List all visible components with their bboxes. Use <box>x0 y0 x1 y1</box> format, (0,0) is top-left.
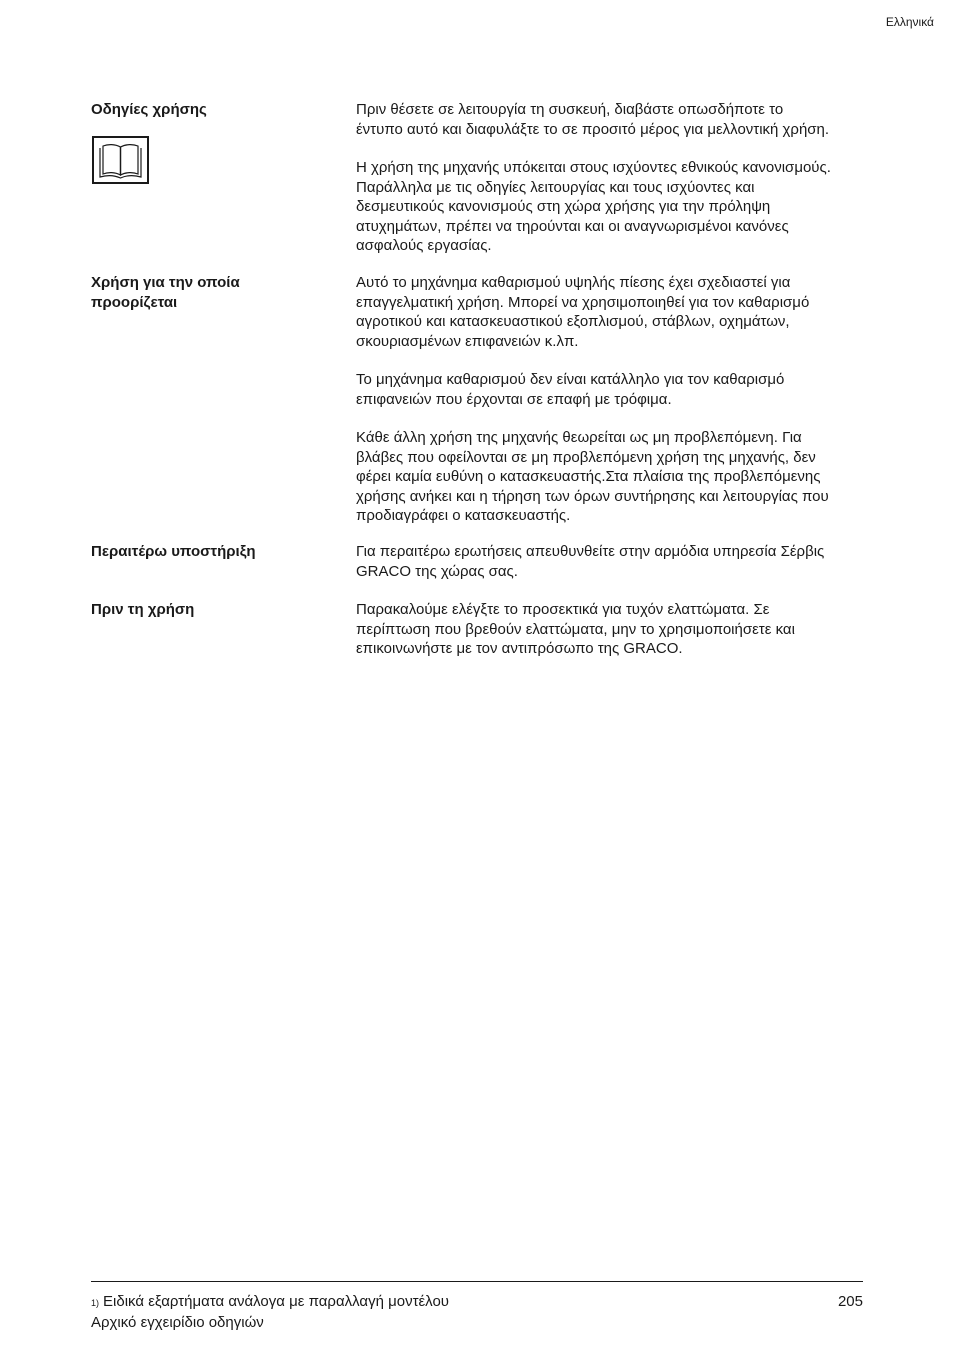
language-label: Ελληνικά <box>885 15 934 29</box>
heading-line: Χρήση για την οποία <box>91 274 240 291</box>
paragraph <box>356 370 876 409</box>
text-line: χρήσης ανήκει και η τήρηση των όρων συντήρησης και λειτουργίας που <box>356 487 829 505</box>
book-icon <box>92 136 149 184</box>
text-line: σκουριασμένων επιφανειών κ.λπ. <box>356 332 579 350</box>
text-line: αγροτικού και κατασκευαστικού εξοπλισμού, στάβλων, οχημάτων, <box>356 313 790 330</box>
section-heading-before-use: Πριν τη χρήση <box>91 601 195 618</box>
text-line: Για περαιτέρω ερωτήσεις απευθυνθείτε στην αρμόδια υπηρεσία Σέρβις <box>356 543 825 560</box>
text-line: ασφαλούς εργασίας. <box>356 237 492 254</box>
manual-name: Αρχικό εγχειρίδιο οδηγιών <box>91 1314 264 1331</box>
section-body-before-use <box>356 600 876 678</box>
section-body-support <box>356 542 876 600</box>
text-line: Πριν θέσετε σε λειτουργία τη συσκευή, διαβάστε οπωσδήποτε το <box>356 101 784 118</box>
text-line: Αυτό το μηχάνημα καθαρισμού υψηλής πίεσης έχει σχεδιαστεί για <box>356 274 791 291</box>
text-line: δεσμευτικούς κανονισμούς στη χώρα χρήσης για την πρόληψη <box>356 198 771 215</box>
footnote-marker: 1) <box>91 1298 100 1308</box>
heading-line: προορίζεται <box>91 293 178 311</box>
paragraph <box>356 542 876 581</box>
text-line: Η χρήση της μηχανής υπόκειται στους ισχύοντες εθνικούς κανονισμούς. <box>356 159 831 176</box>
section-body-intended-use <box>356 273 876 545</box>
text-line: προδιαγράφει ο κατασκευαστής. <box>356 507 571 524</box>
paragraph <box>356 600 876 659</box>
paragraph <box>356 428 876 526</box>
paragraph <box>356 100 876 139</box>
text-line: επαγγελματική χρήση. Μπορεί να χρησιμοποιηθεί για τον καθαρισμό <box>356 293 810 311</box>
text-line: περίπτωση που βρεθούν ελαττώματα, μην το χρησιμοποιήσετε και <box>356 620 795 638</box>
text-line: Παράλληλα με τις οδηγίες λειτουργίας και τους ισχύοντες και <box>356 178 755 196</box>
text-line: επικοινωνήστε με τον αντιπρόσωπο της GRACO. <box>356 640 683 657</box>
text-line: βλάβες που οφείλονται σε μη προβλεπόμενη χρήση της μηχανής, δεν <box>356 448 816 466</box>
section-heading-intended-use <box>91 273 341 312</box>
paragraph <box>356 158 876 256</box>
footnote <box>91 1292 449 1312</box>
page-number: 205 <box>837 1293 863 1310</box>
text-line: Κάθε άλλη χρήση της μηχανής θεωρείται ως μη προβλεπόμενη. Για <box>356 429 802 446</box>
footer-divider <box>91 1281 863 1282</box>
section-body-instructions <box>356 100 876 275</box>
text-line: Το μηχάνημα καθαρισμού δεν είναι κατάλληλο για τον καθαρισμό <box>356 371 785 388</box>
section-heading-instructions: Οδηγίες χρήσης <box>91 101 207 118</box>
text-line: επιφανειών που έρχονται σε επαφή με τρόφιμα. <box>356 390 672 408</box>
text-line: GRACO της χώρας σας. <box>356 562 518 580</box>
paragraph <box>356 273 876 351</box>
text-line: ατυχημάτων, πρέπει να τηρούνται και οι αναγνωρισμένοι κανόνες <box>356 217 789 235</box>
footnote-text: Ειδικά εξαρτήματα ανάλογα με παραλλαγή μοντέλου <box>103 1293 449 1310</box>
text-line: φέρει καμία ευθύνη ο κατασκευαστής.Στα πλαίσια της προβλεπόμενης <box>356 468 821 485</box>
text-line: έντυπο αυτό και διαφυλάξτε το σε προσιτό μέρος για μελλοντική χρήση. <box>356 120 830 138</box>
text-line: Παρακαλούμε ελέγξτε το προσεκτικά για τυχόν ελαττώματα. Σε <box>356 601 770 618</box>
section-heading-support: Περαιτέρω υποστήριξη <box>91 543 256 560</box>
